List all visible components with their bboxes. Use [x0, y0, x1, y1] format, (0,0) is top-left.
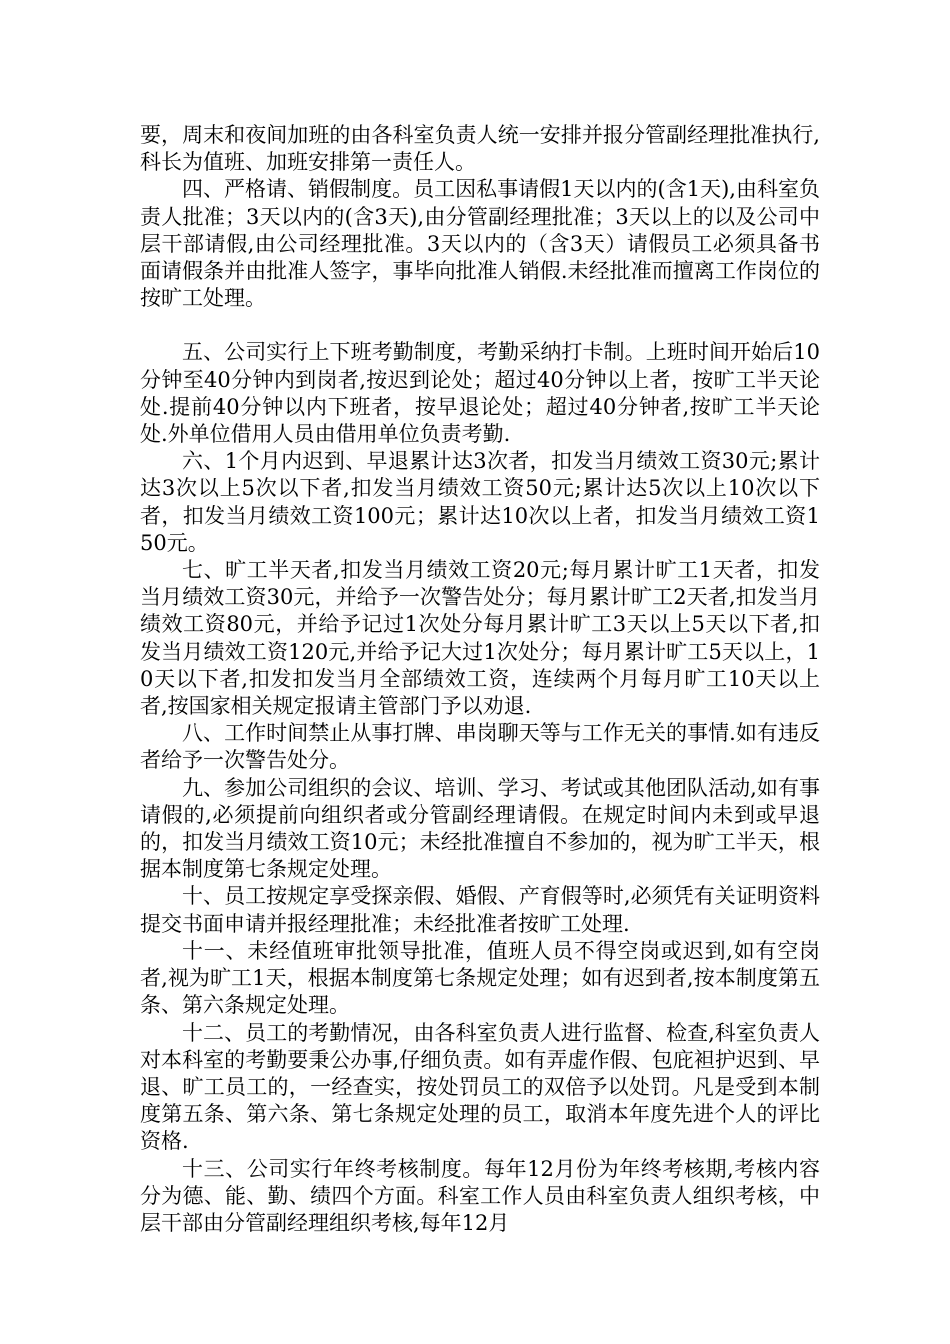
paragraph-article-10: 十、员工按规定享受探亲假、婚假、产育假等时,必须凭有关证明资料提交书面申请并报经理批准；未经批准者按旷工处理.	[140, 884, 820, 936]
paragraph-article-8: 八、工作时间禁止从事打牌、串岗聊天等与工作无关的事情.如有违反者给予一次警告处分。	[140, 721, 820, 773]
paragraph-article-4: 四、严格请、销假制度。员工因私事请假1天以内的(含1天),由科室负责人批准；3天以内的(含3天),由分管副经理批准；3天以上的以及公司中层干部请假,由公司经理批准。3天以内的（含3天）请假员工必须具备书面请假条并由批准人签字，事毕向批准人销假.未经批准而擅离工作岗位的按旷工处理。	[140, 177, 820, 311]
paragraph-article-7: 七、旷工半天者,扣发当月绩效工资20元;每月累计旷工1天者，扣发当月绩效工资30元，并给予一次警告处分；每月累计旷工2天者,扣发当月绩效工资80元，并给予记过1次处分每月累计旷工3天以上5天以下者,扣发当月绩效工资120元,并给予记大过1次处分；每月累计旷工5天以上，10天以下者,扣发扣发当月全部绩效工资，连续两个月每月旷工10天以上者,按国家相关规定报请主管部门予以劝退.	[140, 558, 820, 719]
paragraph-article-5: 五、公司实行上下班考勤制度，考勤采纳打卡制。上班时间开始后10分钟至40分钟内到岗者,按迟到论处；超过40分钟以上者，按旷工半天论处.提前40分钟以内下班者，按早退论处；超过40分钟者,按旷工半天论处.外单位借用人员由借用单位负责考勤.	[140, 340, 820, 447]
paragraph-article-13: 十三、公司实行年终考核制度。每年12月份为年终考核期,考核内容分为德、能、勤、绩四个方面。科室工作人员由科室负责人组织考核，中层干部由分管副经理组织考核,每年12月	[140, 1156, 820, 1235]
paragraph-continuation: 要，周末和夜间加班的由各科室负责人统一安排并报分管副经理批准执行,科长为值班、加班安排第一责任人。	[140, 123, 820, 175]
document-page	[140, 122, 820, 1237]
paragraph-article-6: 六、1个月内迟到、早退累计达3次者，扣发当月绩效工资30元;累计达3次以上5次以下者,扣发当月绩效工资50元;累计达5次以上10次以下者，扣发当月绩效工资100元；累计达10次以上者，扣发当月绩效工资150元。	[140, 449, 820, 555]
paragraph-article-12: 十二、员工的考勤情况，由各科室负责人进行监督、检查,科室负责人对本科室的考勤要秉公办事,仔细负责。如有弄虚作假、包庇袒护迟到、早退、旷工员工的，一经查实，按处罚员工的双倍予以处罚。凡是受到本制度第五条、第六条、第七条规定处理的员工，取消本年度先进个人的评比资格.	[140, 1020, 820, 1154]
paragraph-article-11: 十一、未经值班审批领导批准，值班人员不得空岗或迟到,如有空岗者,视为旷工1天，根据本制度第七条规定处理；如有迟到者,按本制度第五条、第六条规定处理。	[140, 938, 820, 1018]
paragraph-article-9: 九、参加公司组织的会议、培训、学习、考试或其他团队活动,如有事请假的,必须提前向组织者或分管副经理请假。在规定时间内未到或早退的，扣发当月绩效工资10元；未经批准擅自不参加的，视为旷工半天，根据本制度第七条规定处理。	[140, 775, 820, 882]
